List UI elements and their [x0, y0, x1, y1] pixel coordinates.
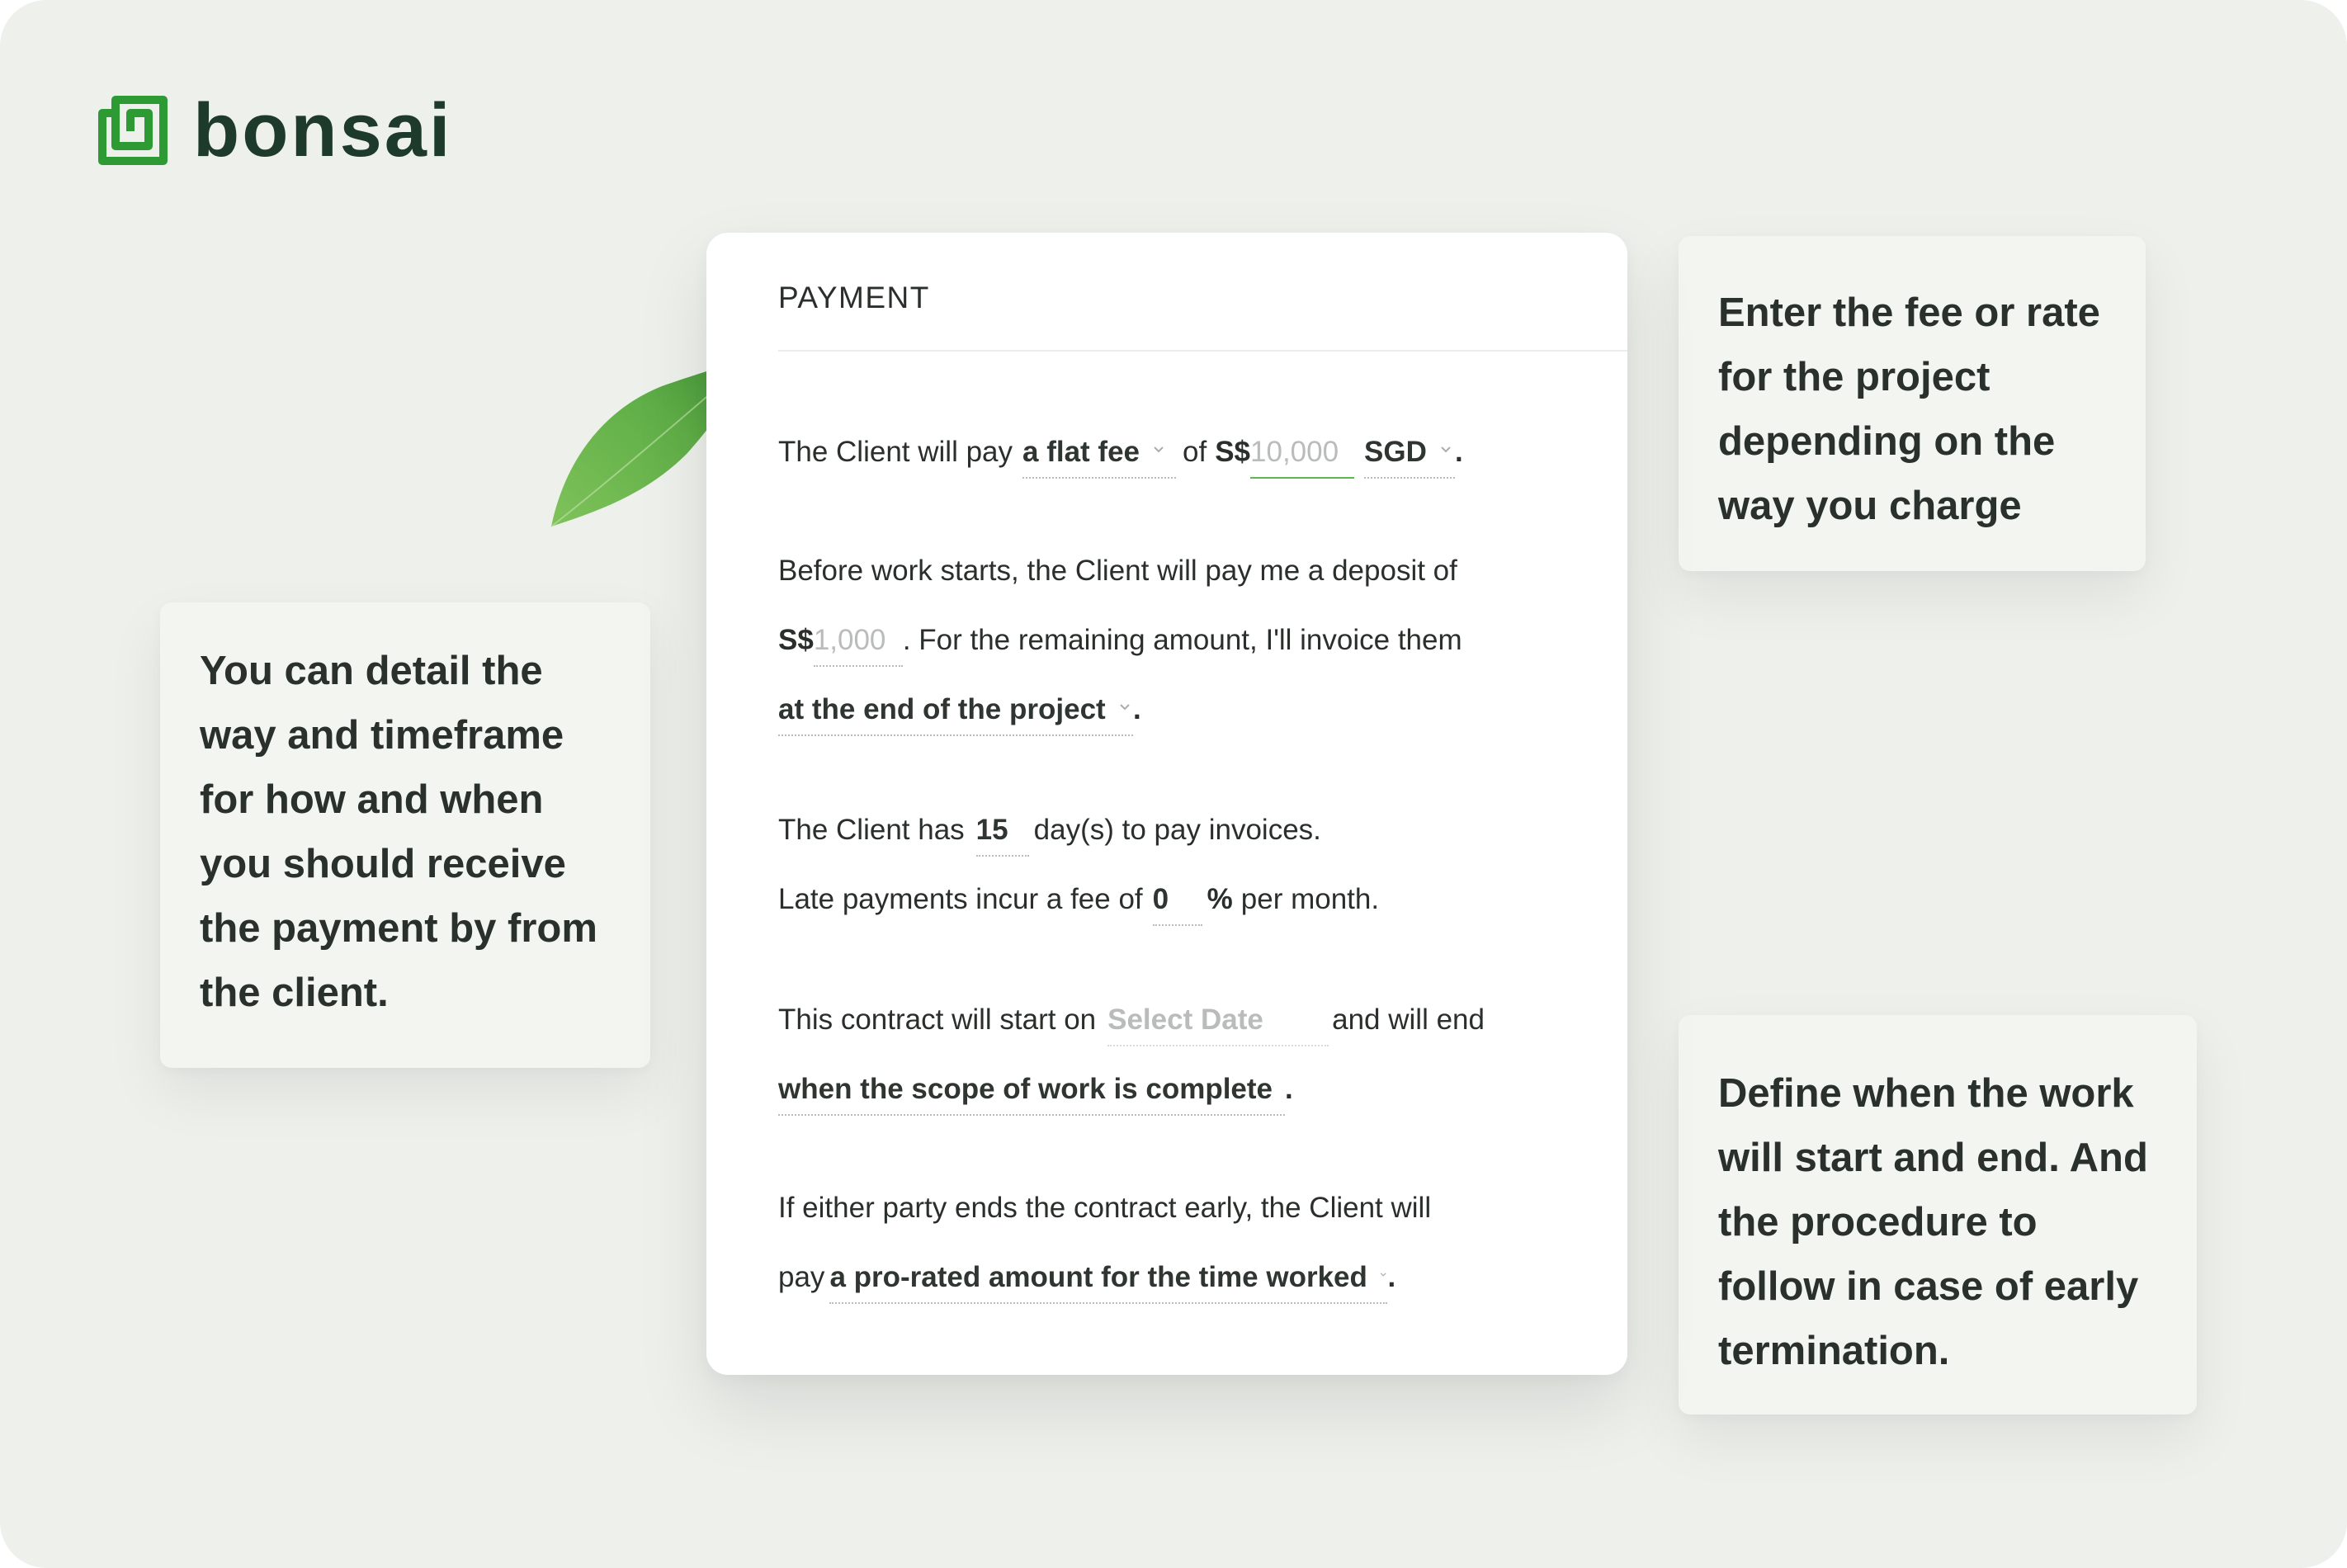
- termination-pay-text: pay: [778, 1261, 825, 1293]
- callout-line: the procedure to: [1718, 1200, 2038, 1244]
- callout-line: the client.: [200, 971, 389, 1015]
- callout-line: termination.: [1718, 1329, 1950, 1373]
- payment-card: [706, 233, 1627, 1375]
- chevron-down-icon: [1438, 442, 1453, 456]
- termination-line-2: [778, 1261, 1395, 1311]
- deposit-amount-input[interactable]: [814, 624, 903, 667]
- callout-line: way and timeframe: [200, 713, 564, 758]
- termination-amount-select[interactable]: [829, 1261, 1387, 1304]
- callout-line: Enter the fee or rate: [1718, 290, 2100, 335]
- end-text: and will end: [1332, 1004, 1485, 1036]
- chevron-down-icon: [1117, 699, 1132, 714]
- fee-type-select[interactable]: [1022, 436, 1176, 479]
- end-condition-value: when the scope of work is complete: [778, 1073, 1273, 1105]
- fee-prefix-text: The Client will pay: [778, 436, 1013, 468]
- late-fee-prefix-text: Late payments incur a fee of: [778, 883, 1143, 915]
- callout-start-end: [1679, 1015, 2197, 1415]
- end-condition-select[interactable]: [778, 1073, 1285, 1116]
- payment-days-value: 15: [975, 814, 1008, 846]
- start-prefix-text: This contract will start on: [778, 1004, 1097, 1036]
- chevron-down-icon: [1151, 442, 1166, 456]
- days-prefix-text: The Client has: [778, 814, 965, 846]
- deposit-amount-placeholder: 1,000: [813, 624, 886, 656]
- late-fee-suffix-text: per month.: [1240, 883, 1380, 915]
- deposit-line-3: [778, 693, 1141, 743]
- termination-text: If either party ends the contract early, the Client will: [778, 1192, 1432, 1224]
- chevron-down-icon: [1284, 1079, 1285, 1093]
- termination-line-1: [778, 1192, 1431, 1241]
- termination-amount-value: a pro-rated amount for the time worked: [829, 1261, 1367, 1293]
- start-date-line: [778, 1004, 1485, 1053]
- deposit-period: .: [1133, 693, 1141, 725]
- fee-period: .: [1455, 436, 1463, 468]
- callout-fee-rate: [1679, 236, 2146, 571]
- late-fee-input[interactable]: [1153, 883, 1202, 926]
- callout-line: the payment by from: [200, 906, 597, 951]
- remaining-amount-text: . For the remaining amount, I'll invoice them: [902, 624, 1462, 656]
- end-condition-line: [778, 1073, 1293, 1122]
- callout-line: Define when the work: [1718, 1071, 2134, 1116]
- bonsai-logo-icon: [97, 95, 168, 166]
- deposit-line-1: [778, 555, 1457, 604]
- fee-type-value: a flat fee: [1022, 436, 1140, 468]
- callout-line: You can detail the: [200, 649, 543, 693]
- deposit-currency-symbol: S$: [778, 624, 814, 656]
- fee-amount-input[interactable]: [1250, 436, 1354, 479]
- percent-sign: %: [1207, 883, 1233, 915]
- callout-line: for the project: [1718, 355, 1990, 399]
- callout-line: depending on the: [1718, 419, 2056, 464]
- fee-amount-placeholder: 10,000: [1250, 436, 1339, 468]
- start-date-input[interactable]: [1107, 1004, 1329, 1046]
- callout-line: follow in case of early: [1718, 1264, 2139, 1309]
- start-date-placeholder: Select Date: [1107, 1004, 1263, 1036]
- callout-line: for how and when: [200, 777, 544, 822]
- days-suffix-text: day(s) to pay invoices.: [1033, 814, 1321, 846]
- late-fee-line: [778, 883, 1379, 933]
- payment-section-title: PAYMENT: [778, 281, 930, 314]
- section-divider: [778, 350, 1627, 352]
- brand-name: bonsai: [193, 88, 453, 172]
- termination-period: .: [1387, 1261, 1396, 1293]
- callout-line: way you charge: [1718, 484, 2022, 528]
- callout-payment-timeframe: [160, 602, 650, 1068]
- late-fee-value: 0: [1152, 883, 1169, 915]
- deposit-line-2: [778, 624, 1462, 673]
- payment-days-line: [778, 814, 1321, 863]
- callout-line: will start and end. And: [1718, 1136, 2148, 1180]
- callout-line: you should receive: [200, 842, 566, 886]
- schedule-period: .: [1285, 1073, 1293, 1105]
- fee-currency-symbol: S$: [1215, 436, 1251, 468]
- invoice-timing-select[interactable]: [778, 693, 1133, 736]
- chevron-down-icon: [1379, 1267, 1388, 1282]
- payment-days-input[interactable]: [976, 814, 1029, 857]
- invoice-timing-value: at the end of the project: [778, 693, 1106, 725]
- deposit-text: Before work starts, the Client will pay me a deposit of: [778, 555, 1457, 587]
- currency-select[interactable]: [1364, 436, 1455, 479]
- currency-value: SGD: [1364, 436, 1427, 468]
- fee-of-text: of: [1183, 436, 1207, 468]
- fee-line: [778, 436, 1463, 485]
- brand-logo: [97, 88, 453, 172]
